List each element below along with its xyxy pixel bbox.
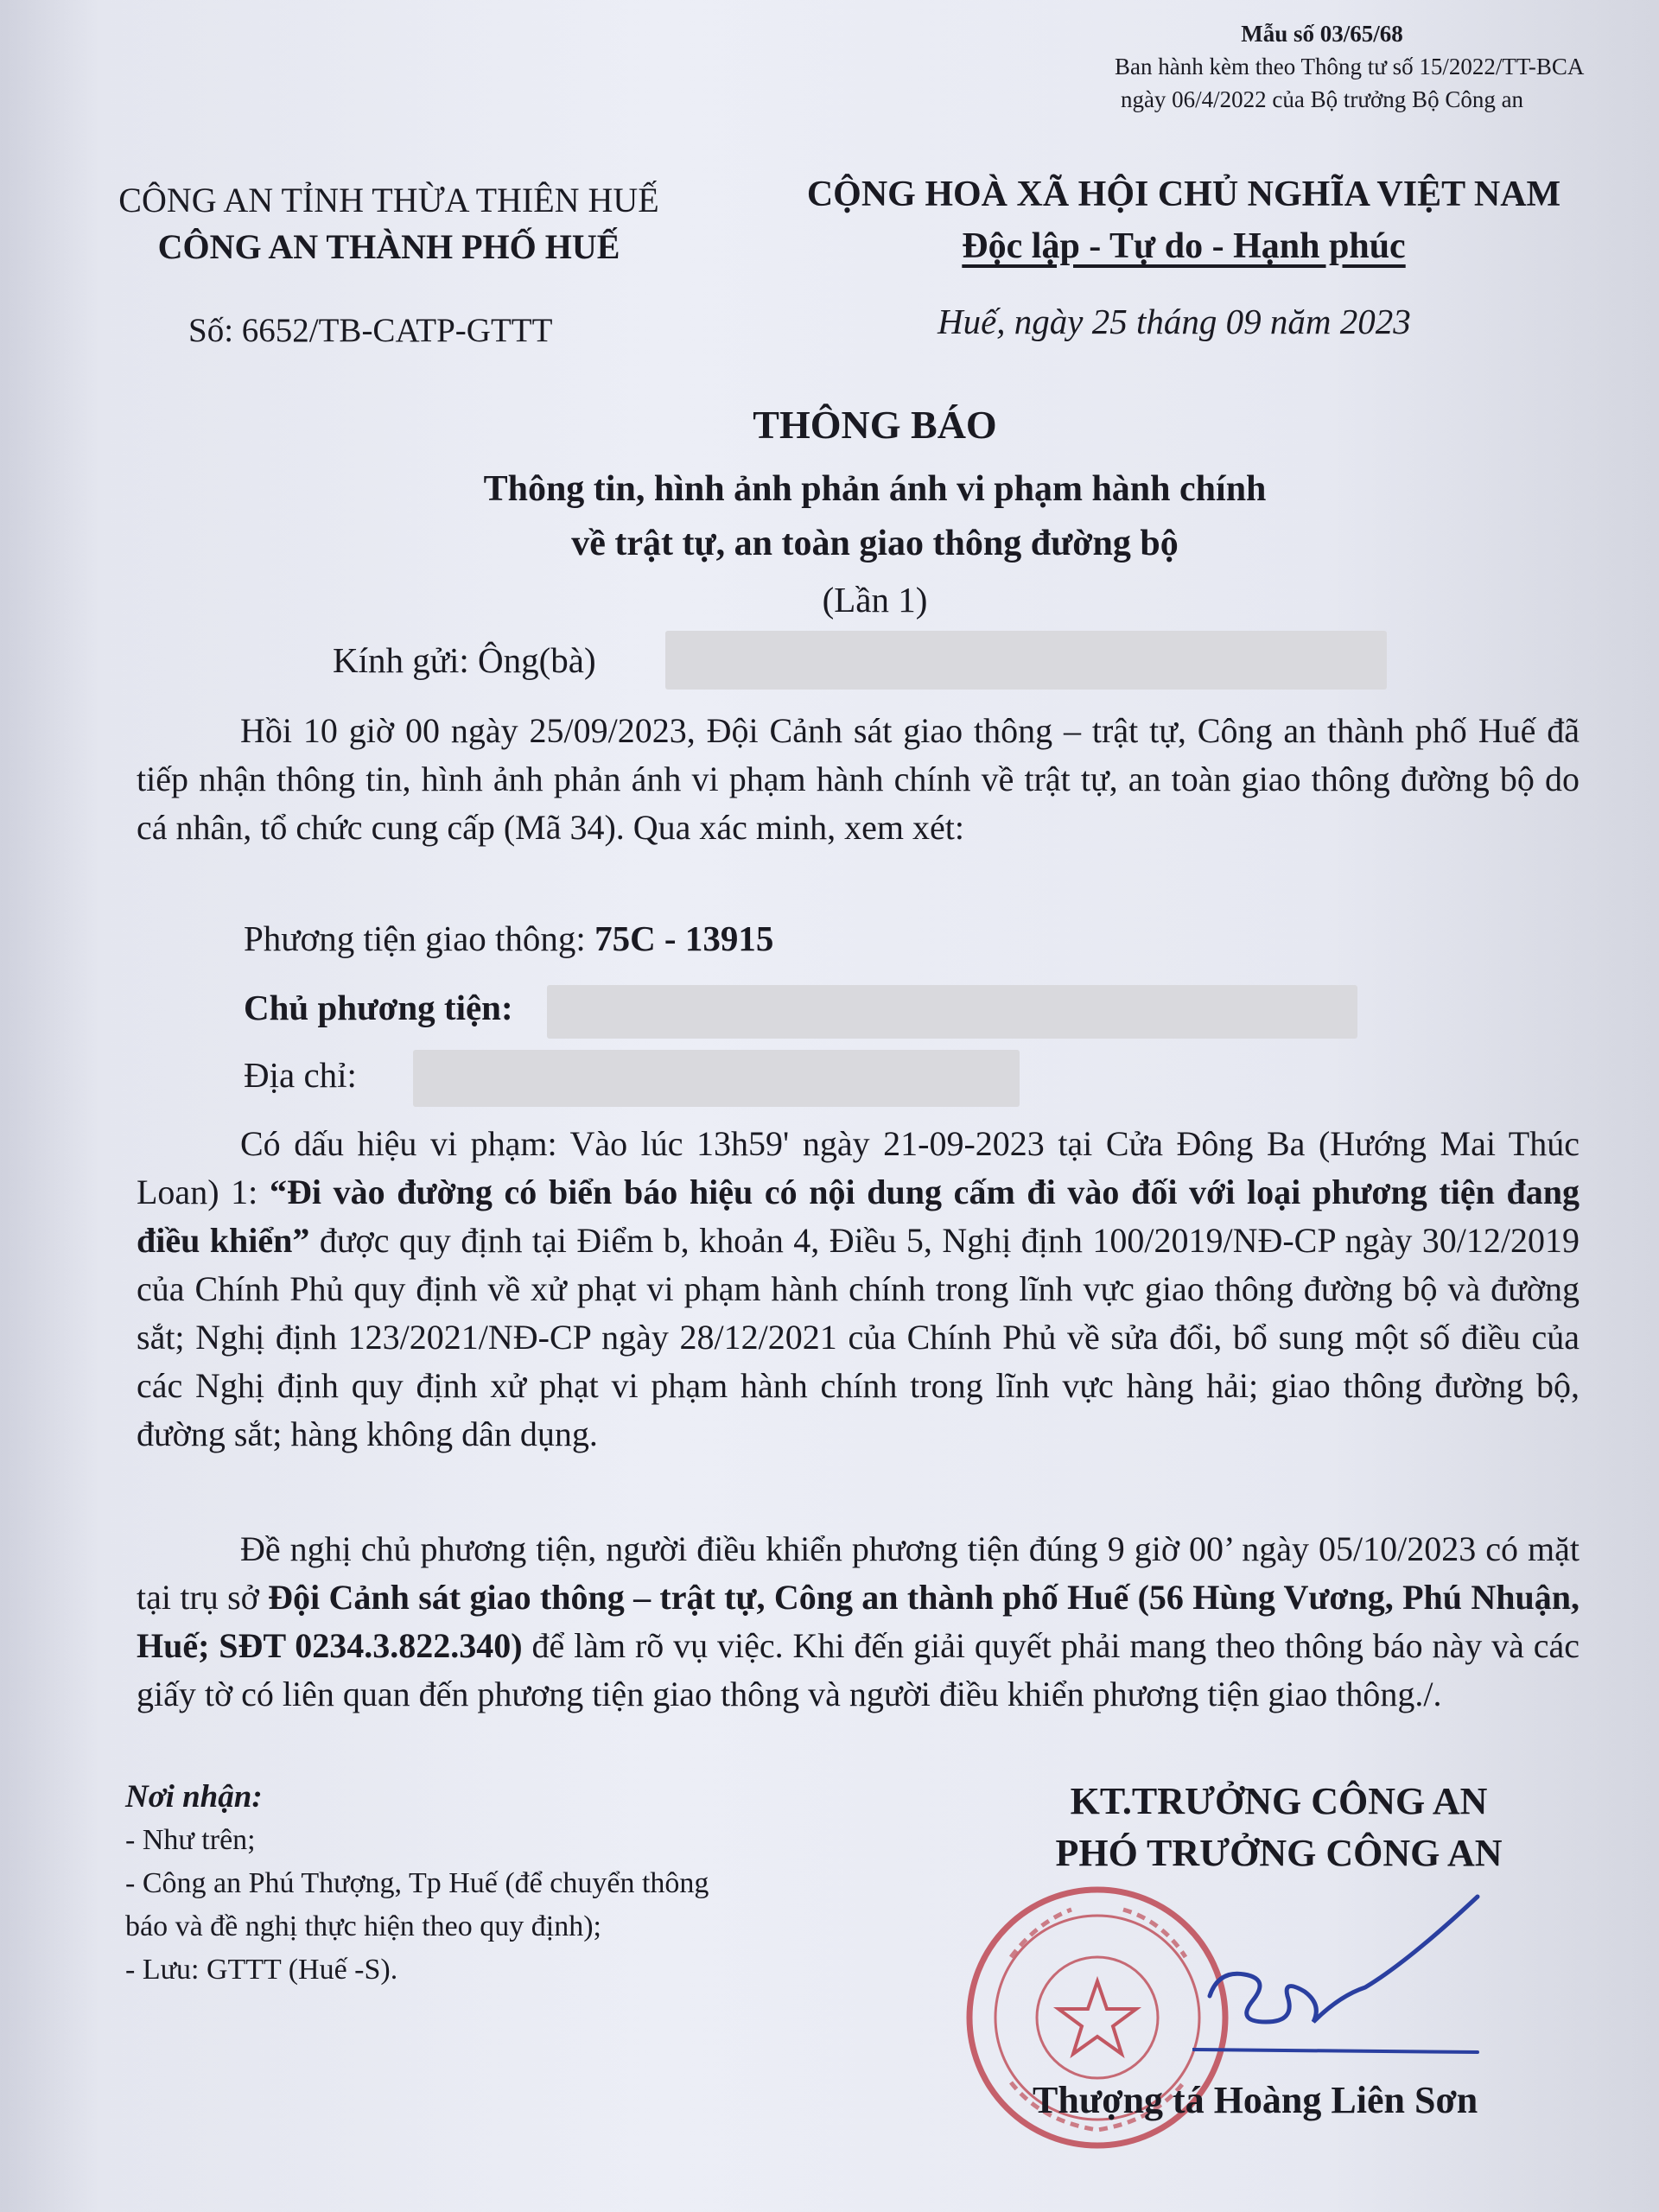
redacted-address bbox=[413, 1050, 1020, 1107]
violation-paragraph bbox=[137, 1120, 1580, 1459]
redacted-recipient bbox=[665, 631, 1387, 690]
issuing-agency bbox=[52, 177, 726, 270]
request-location: Đội Cảnh sát giao thông – trật tự, Công an thành phố Huế (56 Hùng Vương, Phú Nhuận, Huế; SĐT 0234.3.822.340) bbox=[137, 1578, 1580, 1665]
signature-title-1: KT.TRƯỞNG CÔNG AN bbox=[1070, 1780, 1488, 1822]
intro-paragraph bbox=[137, 707, 1580, 852]
vehicle-line bbox=[244, 918, 773, 959]
vehicle-label: Phương tiện giao thông: bbox=[244, 918, 595, 958]
form-issued-line-1: Ban hành kèm theo Thông tư số 15/2022/TT-BCA bbox=[1115, 54, 1585, 79]
request-lead: Đề nghị chủ phương tiện, người điều khiển phương tiện đúng 9 giờ 00’ ngày 05/10/2023 có mặt tại trụ sở bbox=[137, 1529, 1580, 1617]
form-issued-line-2: ngày 06/4/2022 của Bộ trưởng Bộ Công an bbox=[1120, 86, 1524, 112]
intro-text: Hồi 10 giờ 00 ngày 25/09/2023, Đội Cảnh sát giao thông – trật tự, Công an thành phố Huế đã tiếp nhận thông tin, hình ảnh phản ánh vi phạm hành chính về trật tự, an toàn giao thông đường bộ do cá nhân, tổ chức cung cấp (Mã 34). Qua xác minh, xem xét: bbox=[137, 711, 1580, 847]
form-reference bbox=[1115, 17, 1585, 116]
vehicle-plate: 75C - 13915 bbox=[594, 918, 774, 958]
violation-description: “Đi vào đường có biển báo hiệu có nội dung cấm đi vào đối với loại phương tiện đang điều khiển” bbox=[137, 1173, 1580, 1260]
country-name: CỘNG HOÀ XÃ HỘI CHỦ NGHĨA VIỆT NAM bbox=[806, 175, 1561, 214]
owner-label: Chủ phương tiện: bbox=[244, 988, 513, 1027]
request-paragraph bbox=[137, 1525, 1580, 1719]
recipients-list bbox=[125, 1776, 903, 1992]
recipient-label: Kính gửi: Ông(bà) bbox=[333, 640, 596, 680]
recipient-item: - Như trên; bbox=[125, 1824, 256, 1856]
violation-legal-basis: được quy định tại Điểm b, khoản 4, Điều 5, Nghị định 100/2019/NĐ-CP ngày 30/12/2019 của Chính Phủ quy định về xử phạt vi phạm hành chính trong lĩnh vực giao thông đường bộ và đường sắt; Nghị định 123/2021/NĐ-CP ngày 28/12/2021 của Chính Phủ về sửa đổi, bổ sung một số điều của các Nghị định quy định xử phạt vi phạm hành chính trong lĩnh vực hàng hải; giao thông đường bộ, đường sắt; hàng không dân dụng. bbox=[137, 1221, 1580, 1453]
signature-block bbox=[968, 1776, 1590, 1879]
signature-title-2: PHÓ TRƯỞNG CÔNG AN bbox=[1055, 1832, 1503, 1874]
document-subtitle bbox=[0, 462, 1659, 571]
handwritten-signature-icon bbox=[1192, 1892, 1503, 2074]
address-line bbox=[244, 1054, 357, 1096]
violation-lead: Có dấu hiệu vi phạm: Vào lúc 13h59' ngày 21-09-2023 tại Cửa Đông Ba (Hướng Mai Thúc Loan) 1: bbox=[137, 1124, 1580, 1211]
form-number: Mẫu số 03/65/68 bbox=[1241, 21, 1403, 47]
national-motto: Độc lập - Tự do - Hạnh phúc bbox=[962, 226, 1406, 266]
recipient-item: - Công an Phú Thượng, Tp Huế (để chuyển thông bbox=[125, 1867, 709, 1899]
national-heading bbox=[752, 168, 1616, 272]
recipients-title: Nơi nhận: bbox=[125, 1779, 263, 1815]
subtitle-line-2: về trật tự, an toàn giao thông đường bộ bbox=[571, 524, 1179, 563]
request-rest: để làm rõ vụ việc. Khi đến giải quyết phải mang theo thông báo này và các giấy tờ có liên quan đến phương tiện giao thông và người điều khiển phương tiện giao thông./. bbox=[137, 1626, 1580, 1713]
document-title: THÔNG BÁO bbox=[753, 403, 997, 447]
place-date: Huế, ngày 25 tháng 09 năm 2023 bbox=[938, 302, 1411, 341]
recipient-item: báo và đề nghị thực hiện theo quy định); bbox=[125, 1910, 601, 1942]
agency-parent: CÔNG AN TỈNH THỪA THIÊN HUẾ bbox=[118, 181, 659, 219]
document-number: Số: 6652/TB-CATP-GTTT bbox=[188, 312, 553, 349]
address-label: Địa chỉ: bbox=[244, 1055, 357, 1095]
signer-name: Thượng tá Hoàng Liên Sơn bbox=[1033, 2079, 1478, 2121]
agency-name: CÔNG AN THÀNH PHỐ HUẾ bbox=[157, 227, 620, 266]
subtitle-line-1: Thông tin, hình ảnh phản ánh vi phạm hành chính bbox=[483, 469, 1267, 509]
notice-round: (Lần 1) bbox=[822, 580, 928, 620]
recipient-item: - Lưu: GTTT (Huế -S). bbox=[125, 1954, 398, 1986]
owner-line bbox=[244, 987, 513, 1028]
redacted-owner bbox=[547, 985, 1357, 1039]
